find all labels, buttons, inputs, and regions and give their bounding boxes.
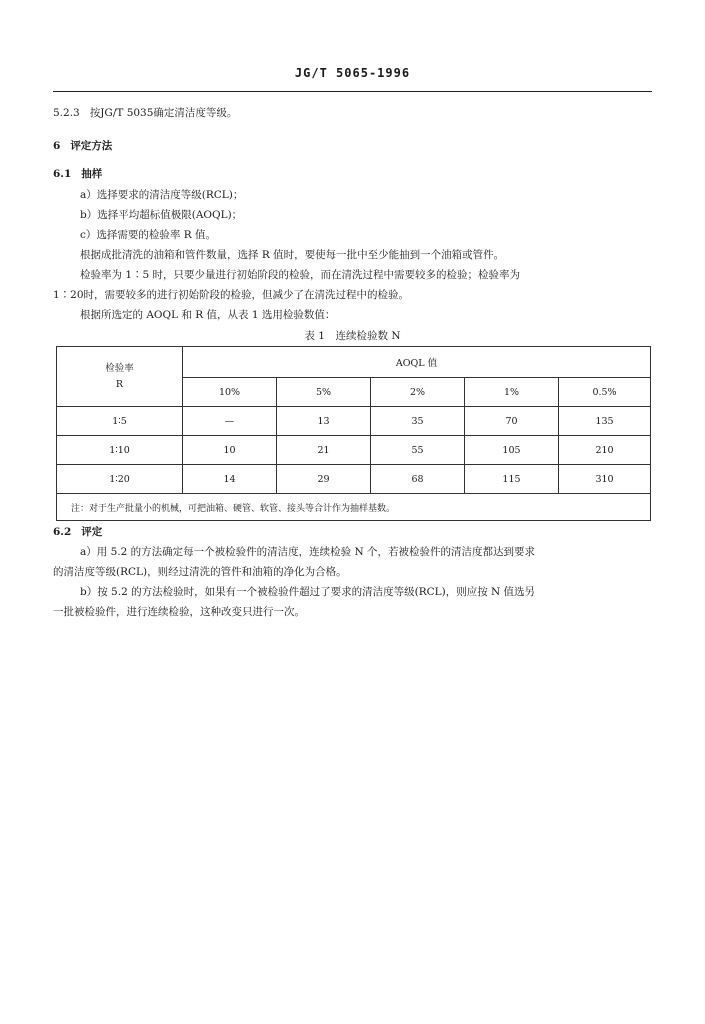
cell-value: 13 [277, 407, 371, 436]
header-aoql-col: 1% [465, 378, 559, 407]
cell-value: 10 [183, 436, 277, 465]
section-number: 6 [53, 140, 61, 152]
table-row [57, 436, 651, 465]
cell-value: 310 [559, 465, 651, 494]
section-title: 抽样 [81, 168, 103, 180]
section-number: 6.2 [53, 526, 72, 538]
paragraph-table-intro: 根据所选定的 AOQL 和 R 值，从表 1 选用检验数值： [80, 309, 336, 321]
cell-value: 55 [371, 436, 465, 465]
list-item-a: a）选择要求的清洁度等级(RCL)； [80, 189, 244, 201]
header-inspection-rate [57, 347, 183, 407]
page-header-standard-code: JG/T 5065-1996 [294, 66, 411, 80]
paragraph-6-2-b-line2: 一批被检验件，进行连续检验，这种改变只进行一次。 [53, 606, 305, 618]
header-rate-symbol: R [115, 378, 124, 390]
table-continuous-inspection [56, 346, 651, 521]
list-item-b: b）选择平均超标值极限(AOQL)； [80, 209, 243, 221]
header-aoql: AOQL 值 [183, 347, 651, 378]
table-row [57, 407, 651, 436]
cell-value: 105 [465, 436, 559, 465]
table-caption: 表 1 连续检验数 N [304, 330, 401, 342]
cell-value: 115 [465, 465, 559, 494]
clause-number: 5.2.3 [53, 107, 80, 119]
paragraph-6-2-a-line1: a）用 5.2 的方法确定每一个被检验件的清洁度，连续检验 N 个，若被检验件的清洁度都达到要求 [80, 546, 535, 558]
paragraph-batch-selection: 根据成批清洗的油箱和管件数量，选择 R 值时，要使每一批中至少能抽到一个油箱或管件。 [80, 249, 505, 261]
cell-rate: 1∶20 [57, 465, 183, 494]
paragraph-rate-line1: 检验率为 1∶5 时，只要少量进行初始阶段的检验，而在清洗过程中需要较多的检验；检验率为 [80, 269, 521, 281]
header-rule [53, 91, 652, 92]
cell-rate: 1∶5 [57, 407, 183, 436]
section-title: 评定方法 [70, 140, 113, 152]
table-row [57, 465, 651, 494]
clause-text: 按JG/T 5035确定清洁度等级。 [89, 107, 238, 119]
clause-5-2-3 [53, 106, 237, 120]
cell-value: — [183, 407, 277, 436]
section-title: 评定 [81, 526, 103, 538]
header-rate-label: 检验率 [105, 362, 134, 374]
paragraph-6-2-b-line1: b）按 5.2 的方法检验时，如果有一个被检验件超过了要求的清洁度等级(RCL)，则应按 N 值选另 [80, 586, 536, 598]
header-aoql-col: 5% [277, 378, 371, 407]
section-6-heading [53, 139, 112, 153]
section-6-1-heading [53, 167, 102, 181]
cell-value: 68 [371, 465, 465, 494]
list-item-c: c）选择需要的检验率 R 值。 [80, 229, 216, 241]
cell-rate: 1∶10 [57, 436, 183, 465]
cell-value: 210 [559, 436, 651, 465]
table-note: 注：对于生产批量小的机械，可把油箱、硬管、软管、接头等合计作为抽样基数。 [57, 494, 651, 521]
paragraph-6-2-a-line2: 的清洁度等级(RCL)，则经过清洗的管件和油箱的净化为合格。 [53, 566, 347, 578]
section-6-2-heading [53, 525, 102, 539]
cell-value: 70 [465, 407, 559, 436]
cell-value: 35 [371, 407, 465, 436]
paragraph-rate-line2: 1∶20时，需要较多的进行初始阶段的检验，但减少了在清洗过程中的检验。 [53, 289, 410, 301]
section-number: 6.1 [53, 168, 72, 180]
cell-value: 29 [277, 465, 371, 494]
cell-value: 135 [559, 407, 651, 436]
header-aoql-col: 10% [183, 378, 277, 407]
header-aoql-col: 2% [371, 378, 465, 407]
header-aoql-col: 0.5% [559, 378, 651, 407]
cell-value: 21 [277, 436, 371, 465]
cell-value: 14 [183, 465, 277, 494]
